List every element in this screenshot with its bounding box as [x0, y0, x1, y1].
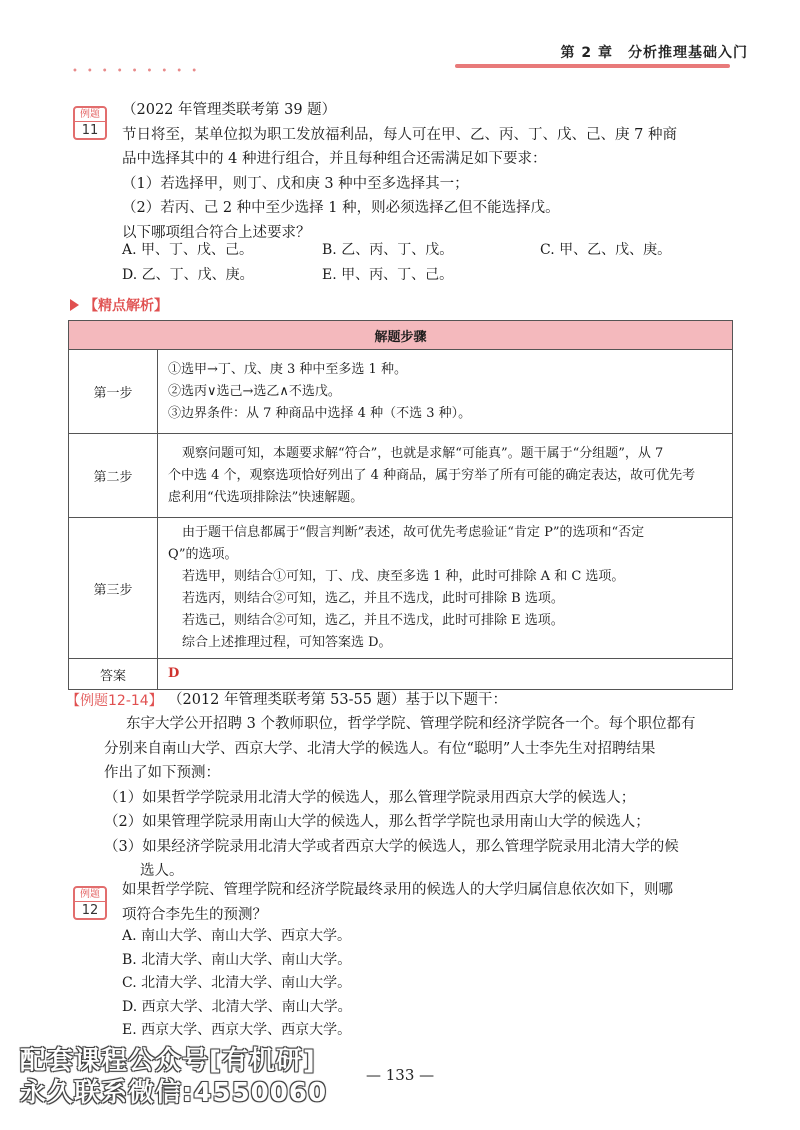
step-line: 综合上述推理过程，可知答案选 D。 [182, 635, 392, 650]
prediction: 选人。 [140, 863, 184, 879]
stem-line: 分别来自南山大学、西京大学、北清大学的候选人。有位“聪明”人士李先生对招聘结果 [104, 740, 656, 757]
watermark-line: 永久联系微信:4550060 [20, 1078, 328, 1108]
table-row [69, 350, 733, 434]
badge-label: 例题 [75, 889, 105, 902]
table-row [69, 659, 733, 690]
step-line: Q”的选项。 [168, 547, 238, 562]
step-line: 若选己，则结合②可知，选乙，并且不选戊，此时可排除 E 选项。 [182, 613, 564, 628]
step-line: 由于题干信息都属于“假言判断”表述，故可优先考虑验证“肯定 P”的选项和“否定 [182, 525, 645, 540]
example-range-label: 【例题12-14】 [66, 693, 163, 709]
table-header: 解题步骤 [69, 321, 733, 350]
example12-14-source: （2012 年管理类联考第 53-55 题）基于以下题干： [168, 692, 508, 708]
example12-options [122, 925, 522, 1043]
step-content [158, 518, 733, 659]
analysis-label: 【精点解析】 [84, 298, 168, 314]
step-line: ③边界条件：从 7 种商品中选择 4 种（不选 3 种）。 [168, 405, 472, 421]
option-c: C. 甲、乙、戊、庚。 [540, 242, 672, 258]
badge-number: 12 [81, 903, 99, 918]
step-label: 第三步 [69, 518, 158, 659]
example11-source: （2022 年管理类联考第 39 题） [122, 102, 337, 118]
step-label: 第二步 [69, 434, 158, 518]
example-badge [73, 886, 107, 920]
step-content [158, 350, 733, 434]
badge-number: 11 [81, 123, 99, 138]
stem-line: 如果哲学学院、管理学院和经济学院最终录用的候选人的大学归属信息依次如下，则哪 [122, 882, 673, 898]
option-a: A. 南山大学、南山大学、西京大学。 [122, 928, 352, 944]
example12-text [122, 878, 747, 927]
example11-stem-line: 节日将至，某单位拟为职工发放福利品，每人可在甲、乙、丙、丁、戊、己、庚 7 种商 [122, 126, 677, 143]
page-number: — 133 — [366, 1066, 435, 1084]
stem-line: 东宇大学公开招聘 3 个教师职位，哲学学院、管理学院和经济学院各一个。每个职位都有 [126, 716, 696, 732]
option-e: E. 西京大学、西京大学、西京大学。 [122, 1022, 352, 1038]
option-a: A. 甲、丁、戊、己。 [122, 242, 254, 258]
watermark-line: 配套课程公众号[有机研] [20, 1046, 316, 1076]
badge-label: 例题 [75, 109, 105, 122]
answer-value: D [158, 659, 733, 690]
prediction: （2）如果管理学院录用南山大学的候选人，那么哲学学院也录用南山大学的候选人； [104, 814, 650, 830]
step-line: 若选丙，则结合②可知，选乙，并且不选戊，此时可排除 B 选项。 [182, 591, 564, 606]
option-d: D. 西京大学、北清大学、南山大学。 [122, 998, 352, 1015]
header-dots-decoration: ••••••••• [72, 66, 207, 77]
option-b: B. 乙、丙、丁、戊。 [322, 242, 454, 258]
example11-question: 以下哪项组合符合上述要求？ [122, 224, 311, 241]
step-line: 观察问题可知，本题要求解“符合”，也就是求解“可能真”。题干属于“分组题”，从 7 [182, 445, 664, 461]
prediction: （3）如果经济学院录用北清大学或者西京大学的候选人，那么管理学院录用北清大学的候 [104, 838, 679, 855]
example11-condition: （1）若选择甲，则丁、戊和庚 3 种中至多选择其一； [122, 175, 469, 192]
option-e: E. 甲、丙、丁、己。 [322, 267, 454, 283]
option-d: D. 乙、丁、戊、庚。 [122, 267, 254, 283]
example12-14-text [104, 712, 744, 884]
chapter-title: 第 2 章 分析推理基础入门 [560, 45, 748, 61]
example11-condition: （2）若丙、己 2 种中至少选择 1 种，则必须选择乙但不能选择戊。 [122, 200, 560, 216]
step-label: 第一步 [69, 350, 158, 434]
table-row [69, 518, 733, 659]
solution-steps-table [68, 320, 733, 690]
step-line: 若选甲，则结合①可知，丁、戊、庚至多选 1 种，此时可排除 A 和 C 选项。 [182, 569, 625, 584]
stem-line: 作出了如下预测： [104, 765, 220, 781]
step-content [158, 434, 733, 518]
header-bar-decoration [455, 64, 730, 68]
triangle-icon [70, 299, 79, 311]
step-line: ②选丙∨选己→选乙∧不选戊。 [168, 383, 341, 399]
answer-label: 答案 [69, 659, 158, 690]
example-badge [73, 106, 107, 140]
option-b: B. 北清大学、南山大学、南山大学。 [122, 951, 352, 968]
example11-options-row [122, 237, 742, 263]
step-line: 个中选 4 个，观察选项恰好列出了 4 种商品，属于穷举了所有可能的确定表达，故可优先考 [168, 467, 696, 483]
example11-stem-line: 品中选择其中的 4 种进行组合，并且每种组合还需满足如下要求： [122, 151, 547, 167]
stem-line: 项符合李先生的预测？ [122, 906, 267, 923]
example11-text [122, 98, 742, 245]
option-c: C. 北清大学、北清大学、南山大学。 [122, 975, 352, 991]
prediction: （1）如果哲学学院录用北清大学的候选人，那么管理学院录用西京大学的候选人； [104, 789, 636, 806]
table-row [69, 434, 733, 518]
step-line: ①选甲→丁、戊、庚 3 种中至多选 1 种。 [168, 361, 407, 377]
step-line: 虑利用“代选项排除法”快速解题。 [168, 489, 364, 505]
example11-options-row [122, 262, 742, 288]
